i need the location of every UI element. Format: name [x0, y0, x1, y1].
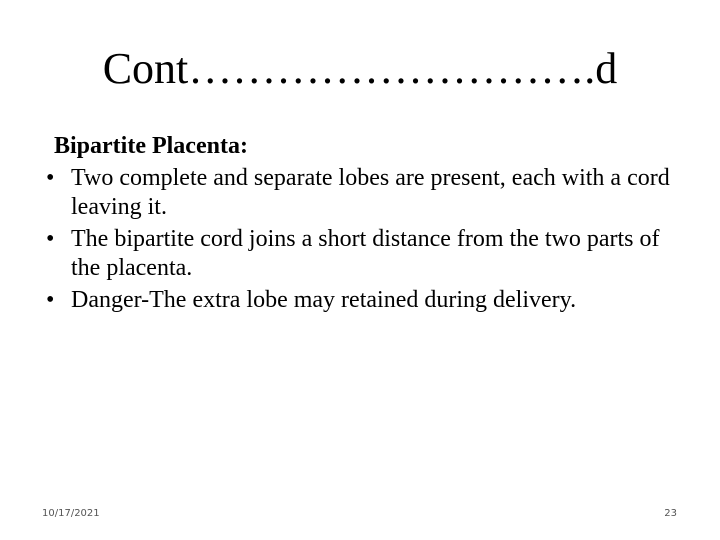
bullet-item [46, 286, 686, 315]
slide-title: Cont……………………….d [102, 44, 618, 93]
page-number: 23 [664, 508, 677, 519]
bullet-item [46, 164, 686, 222]
bullet-text: The bipartite cord joins a short distance from the two parts of the placenta. [71, 226, 660, 281]
bullet-text: Two complete and separate lobes are present, each with a cord leaving it. [71, 165, 670, 220]
bullet-icon: • [46, 165, 55, 191]
footer-date: 10/17/2021 [42, 508, 100, 519]
bullet-icon: • [46, 287, 55, 313]
bullet-text: Danger-The extra lobe may retained during delivery. [71, 287, 577, 313]
bullet-icon: • [46, 226, 55, 252]
slide-body [46, 132, 686, 318]
section-heading: Bipartite Placenta: [54, 133, 248, 159]
bullet-item [46, 225, 686, 283]
bullet-list [46, 164, 686, 315]
